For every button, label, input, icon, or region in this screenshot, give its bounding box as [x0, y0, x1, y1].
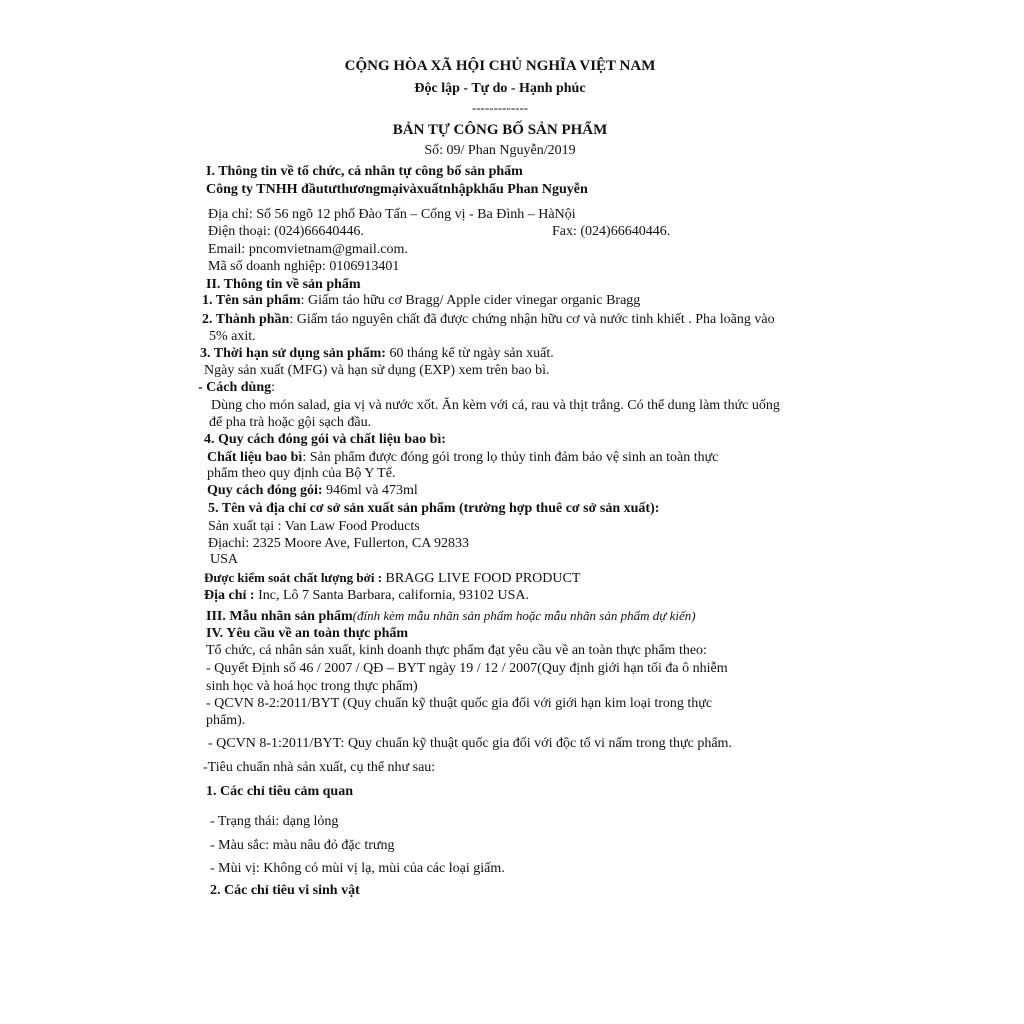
- section3: [206, 607, 696, 625]
- packing-heading: 4. Quy cách đóng gói và chất liệu bao bì:: [204, 432, 446, 447]
- sensory-state: - Trạng thái: dạng lỏng: [210, 814, 339, 829]
- company-fax: Fax: (024)66640446.: [552, 224, 671, 239]
- qc-label: Được kiểm soát chất lượng bởi :: [204, 570, 383, 585]
- packing-spec-label: Quy cách đóng gói:: [207, 483, 323, 498]
- section1-heading: I. Thông tin về tổ chức, cá nhân tự công bố sản phẩm: [206, 164, 523, 179]
- regulation-2-line-2: phẩm).: [206, 713, 246, 728]
- regulation-2-line-1: - QCVN 8-2:2011/BYT (Quy chuẩn kỹ thuật quốc gia đối với giới hạn kim loại trong thực: [206, 696, 713, 711]
- shelf-life-value: 60 tháng kể từ ngày sản xuất.: [385, 346, 554, 361]
- regulation-3: - QCVN 8-1:2011/BYT: Quy chuẩn kỹ thuật quốc gia đối với độc tố vi nấm trong thực phẩm.: [208, 736, 732, 751]
- qc-address: [204, 587, 529, 604]
- shelf-life-note: Ngày sản xuất (MFG) và hạn sử dụng (EXP) xem trên bao bì.: [204, 363, 550, 378]
- usage-line-2: để pha trà hoặc gội sạch đầu.: [209, 415, 372, 430]
- divider: -------------: [471, 100, 529, 115]
- sensory-color: - Màu sắc: màu nâu đỏ đặc trưng: [210, 838, 395, 853]
- packing-spec: [207, 482, 418, 499]
- qc-address-value: Inc, Lô 7 Santa Barbara, california, 93102 USA.: [254, 588, 530, 603]
- producer-name: Sản xuất tại : Van Law Food Products: [208, 519, 420, 534]
- material-label: Chất liệu bao bì: [207, 450, 303, 465]
- shelf-life-label: 3. Thời hạn sử dụng sản phẩm:: [200, 346, 386, 361]
- ingredients-value: : Giấm táo nguyên chất đã được chứng nhận hữu cơ và nước tinh khiết . Pha loãng vào: [289, 312, 775, 327]
- company-email: Email: pncomvietnam@gmail.com.: [208, 242, 408, 257]
- company-tax-code: Mã số doanh nghiệp: 0106913401: [208, 259, 400, 274]
- product-name: [202, 292, 640, 309]
- product-name-label: 1. Tên sản phẩm: [202, 293, 301, 308]
- document-number: Số: 09/ Phan Nguyễn/2019: [424, 143, 576, 158]
- usage-heading: [198, 379, 275, 396]
- producer-country: USA: [210, 552, 239, 567]
- producer-heading: 5. Tên và địa chỉ cơ sở sản xuất sản phẩm (trường hợp thuê cơ sở sản xuất):: [208, 501, 660, 516]
- usage-colon: :: [271, 380, 276, 395]
- company-contact: [208, 223, 670, 240]
- sensory-heading: 1. Các chỉ tiêu cảm quan: [206, 784, 353, 799]
- material-value: : Sản phẩm được đóng gói trong lọ thủy tinh đảm bảo vệ sinh an toàn thực: [302, 450, 719, 465]
- microbiology-heading: 2. Các chỉ tiêu vi sinh vật: [210, 883, 360, 898]
- safety-intro: Tổ chức, cá nhân sản xuất, kinh doanh thực phẩm đạt yêu cầu về an toàn thực phẩm theo:: [206, 643, 707, 658]
- qc-value: BRAGG LIVE FOOD PRODUCT: [382, 571, 581, 586]
- company-name: Công ty TNHH đầutưthươngmạivàxuấtnhậpkhẩu Phan Nguyễn: [206, 182, 588, 197]
- packaging-material: [207, 449, 718, 466]
- packing-spec-value: 946ml và 473ml: [322, 483, 418, 498]
- section3-heading: III. Mẫu nhãn sản phẩm: [206, 609, 353, 624]
- section2-heading: II. Thông tin về sản phẩm: [206, 277, 361, 292]
- shelf-life: [200, 345, 554, 362]
- ingredients-continued: 5% axit.: [209, 329, 256, 344]
- regulation-1-line-2: sinh học và hoá học trong thực phẩm): [206, 679, 418, 694]
- qc-address-label: Địa chỉ :: [204, 588, 255, 603]
- regulation-1-line-1: - Quyết Định số 46 / 2007 / QĐ – BYT ngày 19 / 12 / 2007(Quy định giới hạn tối đa ô nhiễm: [206, 661, 728, 676]
- country-title: CỘNG HÒA XÃ HỘI CHỦ NGHĨA VIỆT NAM: [344, 58, 656, 74]
- motto: Độc lập - Tự do - Hạnh phúc: [414, 81, 586, 96]
- usage-line-1: Dùng cho món salad, gia vị và nước xốt. Ăn kèm với cá, rau và thịt trắng. Có thể dung làm thức uống: [211, 398, 780, 413]
- manufacturer-standard: -Tiêu chuẩn nhà sản xuất, cụ thể như sau:: [203, 760, 436, 775]
- product-ingredients: [202, 311, 775, 328]
- producer-address: Địachỉ: 2325 Moore Ave, Fullerton, CA 92833: [208, 536, 470, 551]
- section4-heading: IV. Yêu cầu về an toàn thực phẩm: [206, 626, 409, 641]
- section3-note: (đính kèm mẫu nhãn sản phẩm hoặc mẫu nhãn sản phẩm dự kiến): [352, 608, 696, 623]
- company-address: Địa chỉ: Số 56 ngõ 12 phố Đào Tấn – Cống vị - Ba Đình – HàNội: [208, 207, 576, 222]
- product-name-value: : Giấm táo hữu cơ Bragg/ Apple cider vinegar organic Bragg: [300, 293, 641, 308]
- quality-control: [204, 569, 580, 587]
- material-continued: phẩm theo quy định của Bộ Y Tế.: [207, 466, 396, 481]
- document-title: BẢN TỰ CÔNG BỐ SẢN PHẨM: [392, 122, 608, 138]
- sensory-taste: - Mùi vị: Không có mùi vị lạ, mùi của các loại giấm.: [210, 861, 505, 876]
- company-phone: Điện thoại: (024)66640446.: [208, 224, 364, 239]
- ingredients-label: 2. Thành phần: [202, 312, 290, 327]
- usage-label: - Cách dùng: [198, 380, 272, 395]
